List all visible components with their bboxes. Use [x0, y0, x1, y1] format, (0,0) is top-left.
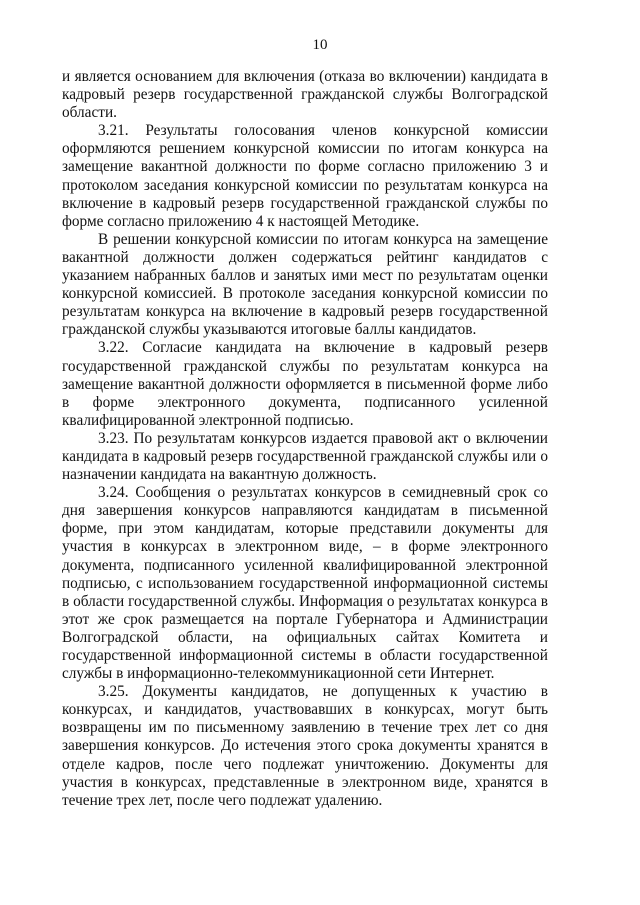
- paragraph-continuation: и является основанием для включения (отказа во включении) кандидата в кадровый резерв государственной гражданской службы Волгоградской области.: [62, 68, 548, 122]
- paragraph-3-21: 3.21. Результаты голосования членов конкурсной комиссии оформляются решением конкурсной комиссии по итогам конкурса на замещение вакантной должности по форме согласно приложению 3 и протоколом заседания конкурсной комиссии по результатам конкурса на включение в кадровый резерв государственной гражданской службы по форме согласно приложению 4 к настоящей Методике.: [62, 122, 548, 230]
- paragraph-3-24: 3.24. Сообщения о результатах конкурсов в семидневный срок со дня завершения конкурсов направляются кандидатам в письменной форме, при этом кандидатам, которые представили документы для участия в конкурсах в электронном виде, – в форме электронного документа, подписанного усиленной квалифицированной электронной подписью, с использованием государственной информационной системы в области государственной службы. Информация о результатах конкурса в этот же срок размещается на портале Губернатора и Администрации Волгоградской области, на официальных сайтах Комитета и государственной информационной системы в области государственной службы в информационно-телекоммуникационной сети Интернет.: [62, 484, 548, 683]
- document-body: [62, 68, 548, 810]
- paragraph-decision: В решении конкурсной комиссии по итогам конкурса на замещение вакантной должности должен содержаться рейтинг кандидатов с указанием набранных баллов и занятых ими мест по результатам оценки конкурсной комиссией. В протоколе заседания конкурсной комиссии по результатам конкурса на включение в кадровый резерв государственной гражданской службы указываются итоговые баллы кандидатов.: [62, 230, 548, 339]
- paragraph-3-25: 3.25. Документы кандидатов, не допущенных к участию в конкурсах, и кандидатов, участвовавших в конкурсах, могут быть возвращены им по письменному заявлению в течение трех лет со дня завершения конкурсов. До истечения этого срока документы хранятся в отделе кадров, после чего подлежат уничтожению. Документы для участия в конкурсах, представленные в электронном виде, хранятся в течение трех лет, после чего подлежат удалению.: [62, 683, 548, 809]
- paragraph-3-22: 3.22. Согласие кандидата на включение в кадровый резерв государственной гражданской службы по результатам конкурса на замещение вакантной должности оформляется в письменной форме либо в форме электронного документа, подписанного усиленной квалифицированной электронной подписью.: [62, 339, 548, 429]
- page-number: 10: [312, 37, 328, 53]
- paragraph-3-23: 3.23. По результатам конкурсов издается правовой акт о включении кандидата в кадровый резерв государственной гражданской службы или о назначении кандидата на вакантную должность.: [62, 429, 548, 484]
